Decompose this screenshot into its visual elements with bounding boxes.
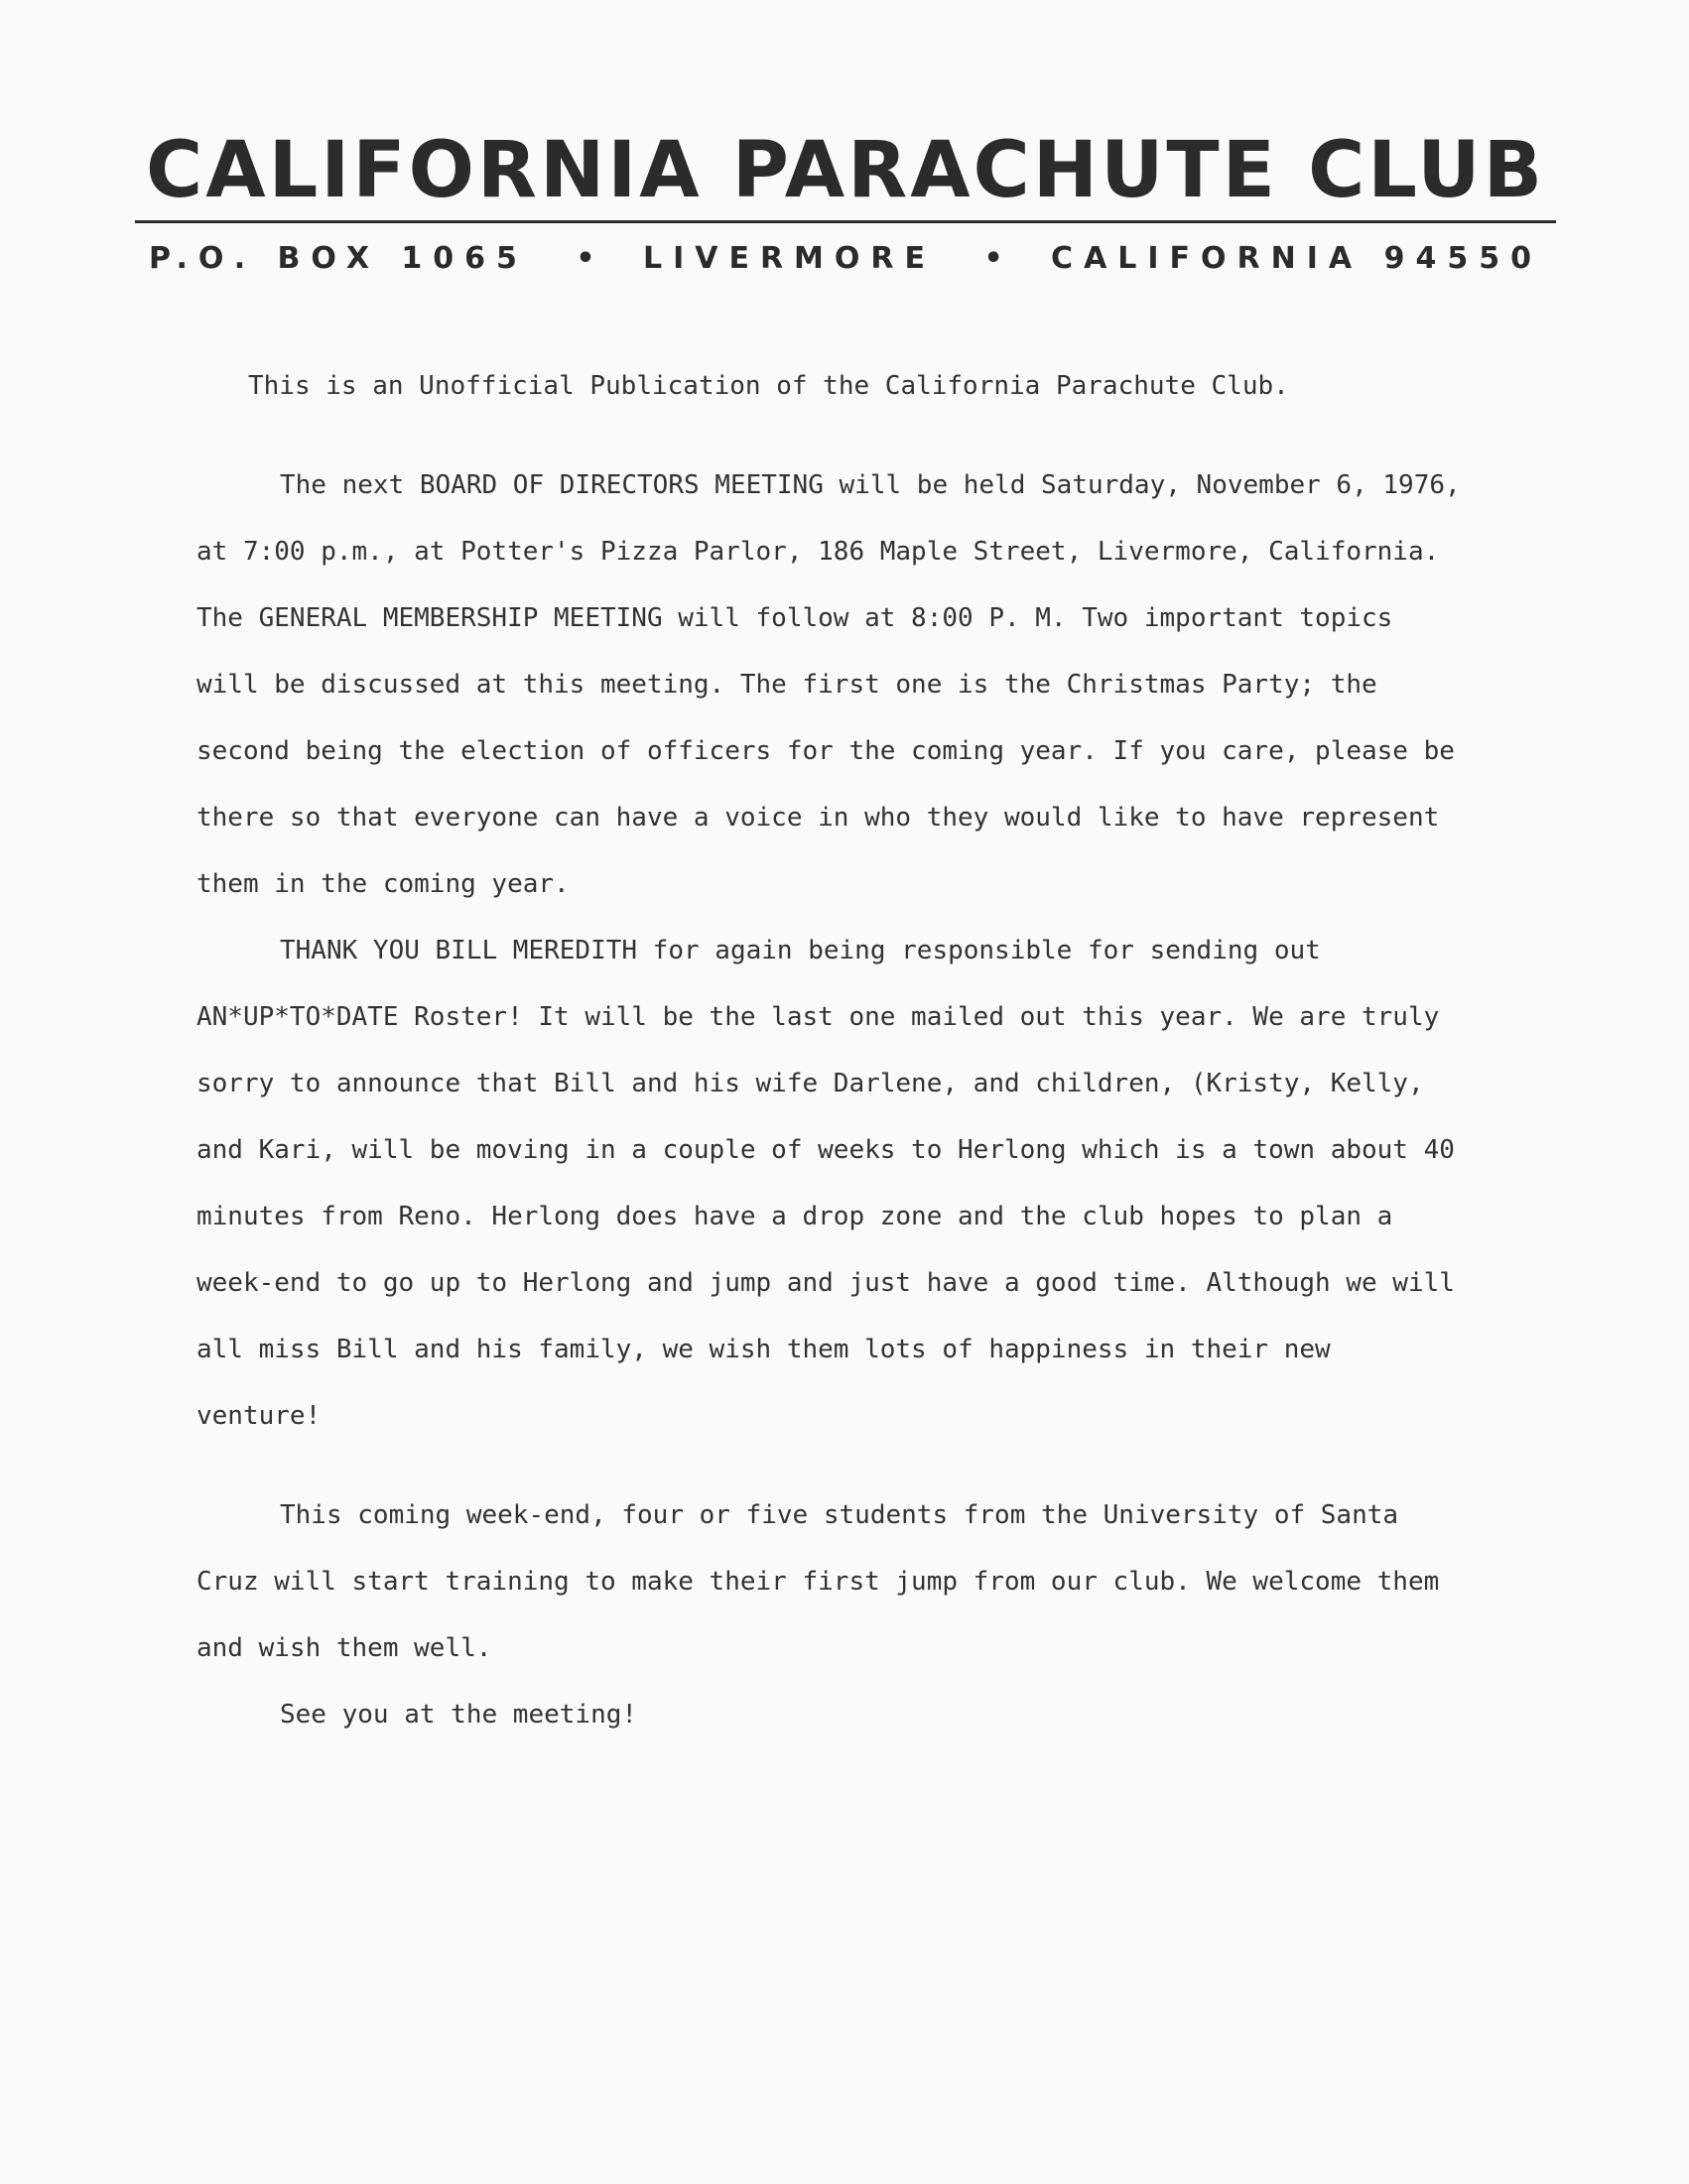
intro-paragraph: This is an Unofficial Publication of the California Parachute Club. (248, 371, 1289, 401)
address-po-box: P.O. BOX 1065 (149, 241, 528, 276)
address-city: LIVERMORE (642, 241, 937, 276)
letter-body (196, 353, 1467, 1748)
club-name: CALIFORNIA PARACHUTE CLUB (145, 126, 1546, 215)
meeting-paragraph: The next BOARD OF DIRECTORS MEETING will be held Saturday, November 6, 1976, at 7:00 p.m., at Potter's Pizza Parlor, 186 Maple Street, Livermore, California. The GENERAL MEMBERSHIP MEETING will follow at 8:00 P. M. Two important topics will be discussed at this meeting. The first one is the Christmas Party; the second being the election of officers for the coming year. If you care, please be there so that everyone can have a voice in who they would like to have represent them in the coming year. (196, 470, 1461, 899)
club-address (135, 241, 1556, 276)
address-state-zip: CALIFORNIA 94550 (1051, 241, 1542, 276)
letterhead (135, 125, 1556, 276)
students-paragraph: This coming week-end, four or five students from the University of Santa Cruz will start training to make their first jump from our club. We welcome them and wish them well. (196, 1500, 1440, 1663)
roster-paragraph: THANK YOU BILL MEREDITH for again being responsible for sending out AN*UP*TO*DATE Roster! It will be the last one mailed out this year. We are truly sorry to announce that Bill and his wife Darlene, and children, (Kristy, Kelly, and Kari, will be moving in a couple of weeks to Herlong which is a town about 40 minutes from Reno. Herlong does have a drop zone and the club hopes to plan a week-end to go up to Herlong and jump and just have a good time. Although we will all miss Bill and his family, we wish them lots of happiness in their new venture! (196, 936, 1455, 1431)
address-separator: • (983, 241, 1003, 276)
closing-line: See you at the meeting! (280, 1700, 638, 1730)
letterhead-rule (135, 220, 1556, 223)
address-separator: • (576, 241, 595, 276)
